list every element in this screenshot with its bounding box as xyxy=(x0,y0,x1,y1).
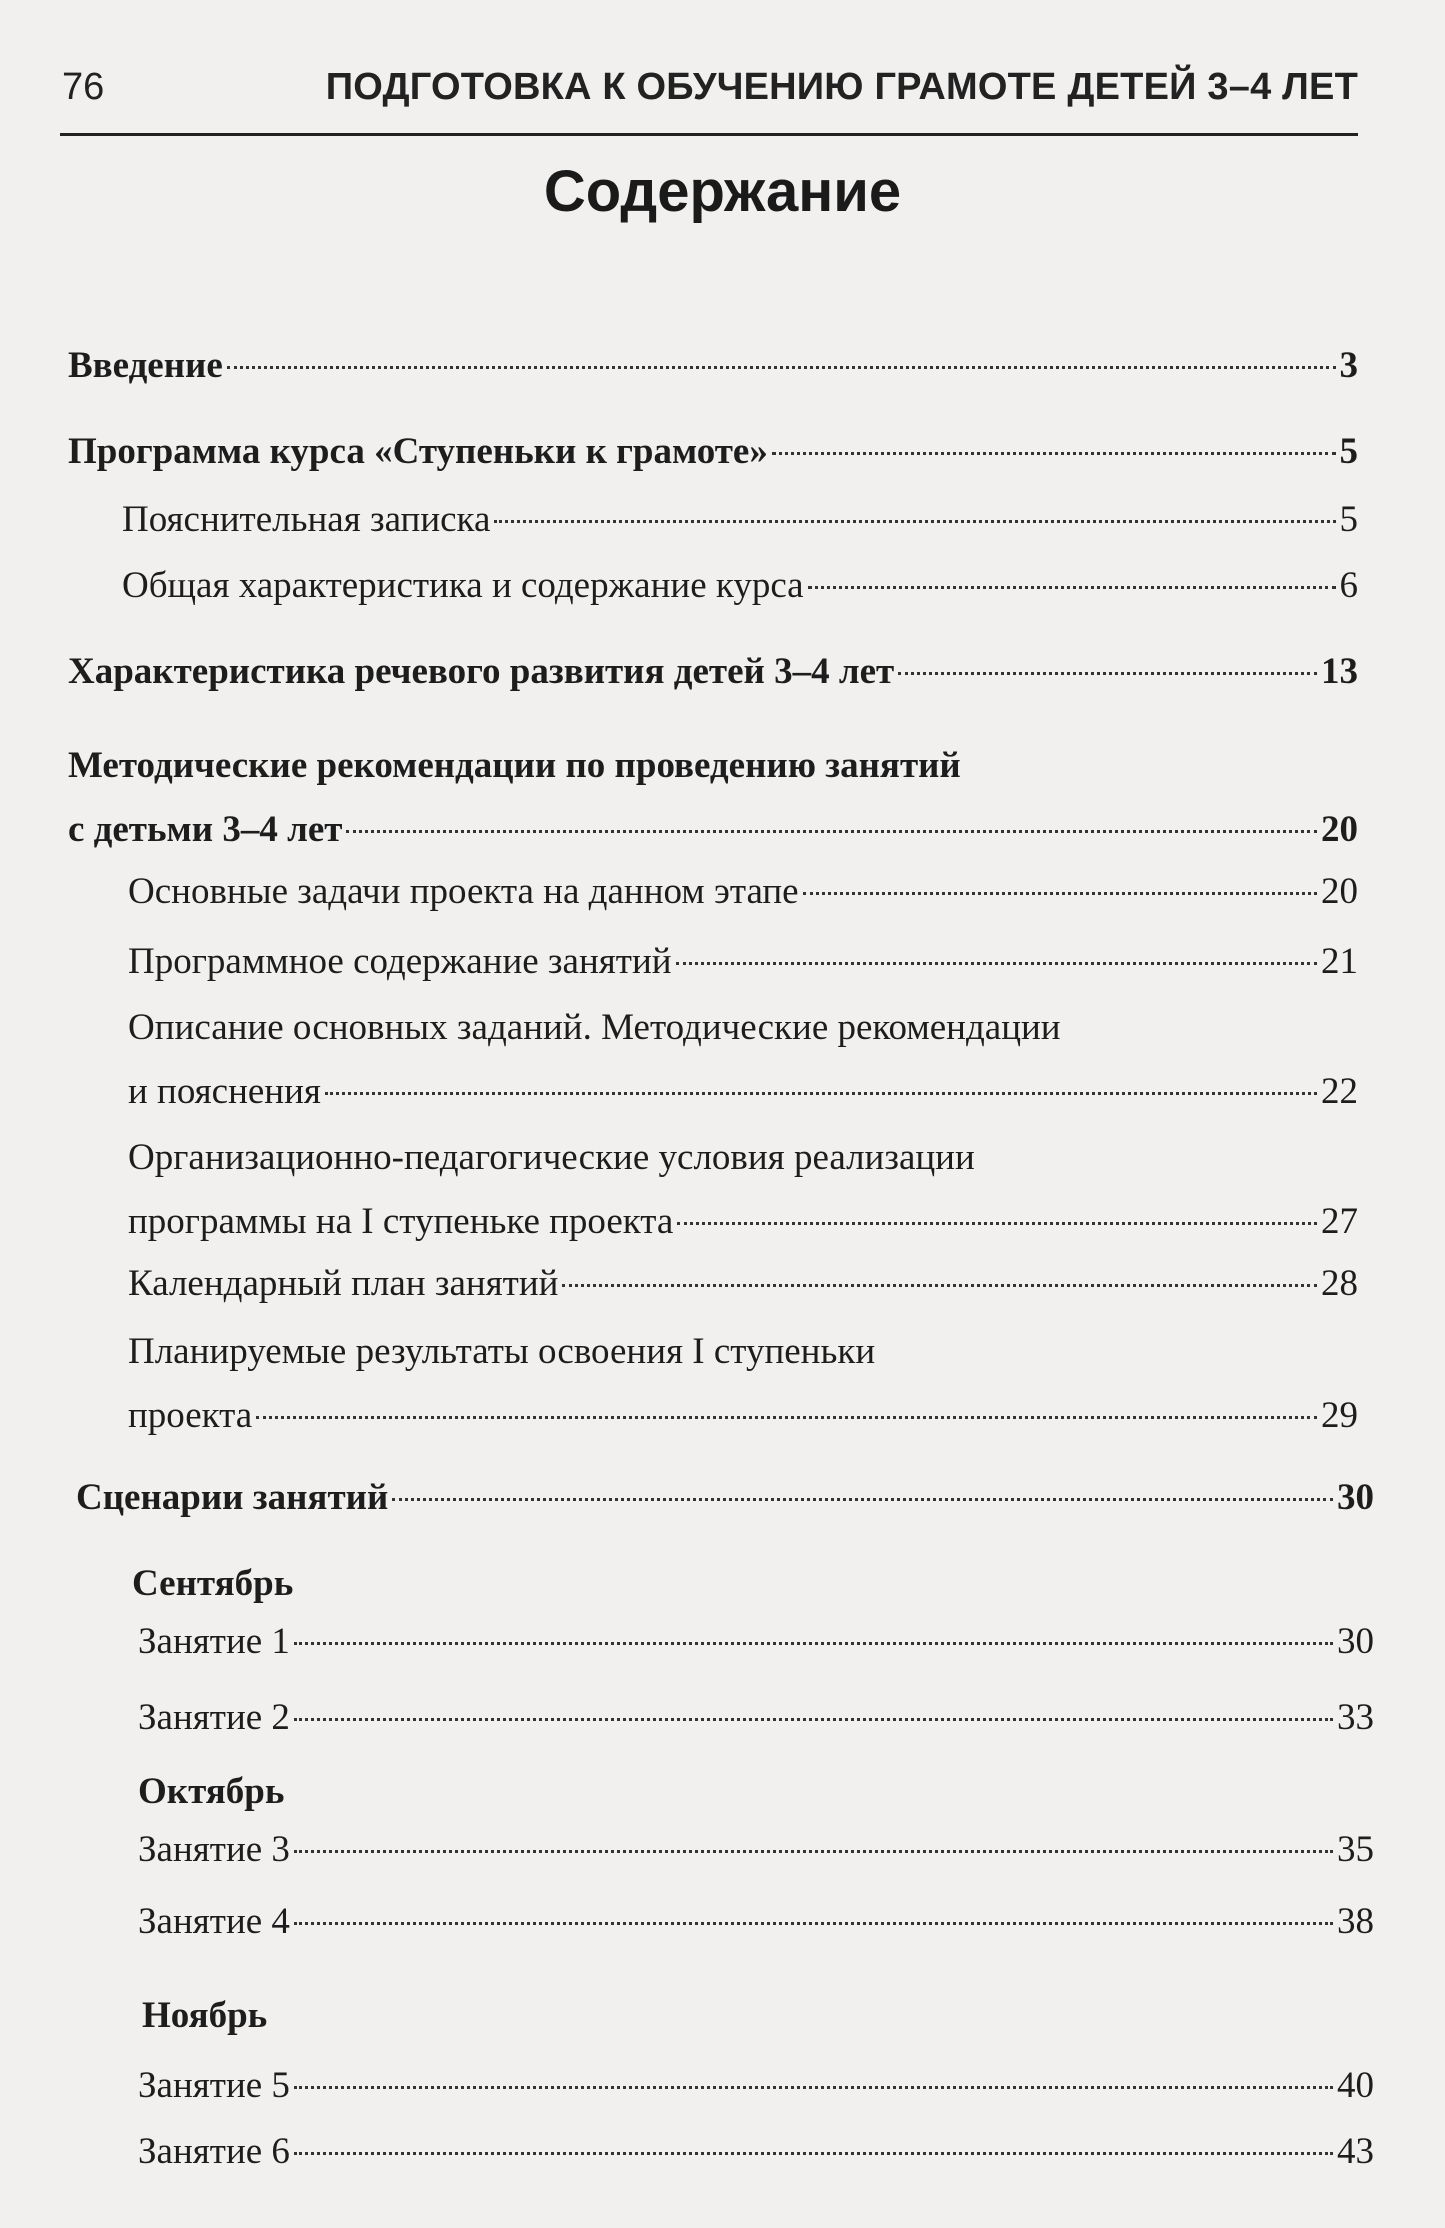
toc-label: Основные задачи проекта на данном этапе xyxy=(128,871,799,912)
dot-leader xyxy=(325,1092,1317,1095)
toc-page: 28 xyxy=(1321,1263,1358,1304)
dot-leader xyxy=(898,672,1317,675)
month-heading-october: Октябрь xyxy=(138,1771,285,1812)
dot-leader xyxy=(676,962,1317,965)
toc-entry-program[interactable] xyxy=(68,420,1358,484)
toc-label-line2: с детьми 3–4 лет xyxy=(68,809,343,850)
dot-leader xyxy=(803,892,1317,895)
toc-entry-intro[interactable] xyxy=(68,334,1358,398)
toc-entry-results[interactable] xyxy=(128,1320,1358,1448)
toc-label: Пояснительная записка xyxy=(122,499,491,540)
toc-label-line2: программы на I ступеньке проекта xyxy=(128,1201,674,1242)
running-header xyxy=(62,66,1358,109)
toc-entry-lesson-1[interactable] xyxy=(138,1610,1374,1674)
dot-leader xyxy=(294,1642,1333,1645)
toc-page: 21 xyxy=(1321,941,1358,982)
toc-entry-content[interactable] xyxy=(128,930,1358,994)
toc-page: 38 xyxy=(1337,1901,1374,1942)
toc-page: 5 xyxy=(1339,499,1358,540)
toc-label: Занятие 2 xyxy=(138,1697,290,1738)
toc-page: 40 xyxy=(1337,2065,1374,2106)
toc-label: Сценарии занятий xyxy=(76,1477,389,1518)
toc-entry-lesson-3[interactable] xyxy=(138,1818,1374,1882)
toc-page: 43 xyxy=(1337,2131,1374,2172)
dot-leader xyxy=(677,1222,1317,1225)
toc-entry-scenarios[interactable] xyxy=(76,1466,1374,1530)
toc-entry-explanatory[interactable] xyxy=(122,488,1358,552)
header-rule xyxy=(60,133,1358,136)
toc-page: 30 xyxy=(1337,1621,1374,1662)
toc-label: Занятие 6 xyxy=(138,2131,290,2172)
toc-entry-lesson-5[interactable] xyxy=(138,2054,1374,2118)
toc-label: Занятие 1 xyxy=(138,1621,290,1662)
toc-label: Занятие 5 xyxy=(138,2065,290,2106)
toc-entry-conditions[interactable] xyxy=(128,1126,1358,1254)
dot-leader xyxy=(808,586,1336,589)
month-heading-november: Ноябрь xyxy=(142,1995,268,2036)
dot-leader xyxy=(562,1284,1317,1287)
toc-label: Характеристика речевого развития детей 3–4 лет xyxy=(68,651,895,692)
toc-page: 27 xyxy=(1321,1201,1358,1242)
toc-label: Календарный план занятий xyxy=(128,1263,559,1304)
dot-leader xyxy=(494,520,1335,523)
toc-page: 30 xyxy=(1337,1477,1374,1518)
toc-entry-lesson-6[interactable] xyxy=(138,2120,1374,2184)
page-title: Содержание xyxy=(543,159,902,224)
toc-page: 22 xyxy=(1321,1071,1358,1112)
toc-page: 3 xyxy=(1339,345,1358,386)
dot-leader xyxy=(346,830,1317,833)
toc-label: Программное содержание занятий xyxy=(128,941,672,982)
toc-page: 29 xyxy=(1321,1395,1358,1436)
toc-label-line1: Организационно-педагогические условия реализации xyxy=(128,1137,975,1178)
toc-entry-general[interactable] xyxy=(122,554,1358,618)
toc-page: 20 xyxy=(1321,809,1358,850)
toc-entry-method[interactable] xyxy=(68,734,1358,862)
dot-leader xyxy=(294,2086,1333,2089)
dot-leader xyxy=(772,452,1336,455)
toc-page: 13 xyxy=(1321,651,1358,692)
dot-leader xyxy=(294,2152,1333,2155)
toc-label-line1: Планируемые результаты освоения I ступеньки xyxy=(128,1331,876,1372)
dot-leader xyxy=(392,1498,1333,1501)
toc-label-line2: проекта xyxy=(128,1395,253,1436)
toc-page: 20 xyxy=(1321,871,1358,912)
toc-page: 35 xyxy=(1337,1829,1374,1870)
toc-entry-speech[interactable] xyxy=(68,640,1358,704)
toc-label-line1: Методические рекомендации по проведению занятий xyxy=(68,745,961,786)
toc-label: Введение xyxy=(68,345,223,386)
page-number: 76 xyxy=(62,66,105,108)
toc-label-line1: Описание основных заданий. Методические рекомендации xyxy=(128,1007,1061,1048)
toc-page: 5 xyxy=(1339,431,1358,472)
dot-leader xyxy=(294,1718,1333,1721)
toc-entry-lesson-4[interactable] xyxy=(138,1890,1374,1954)
toc-label: Программа курса «Ступеньки к грамоте» xyxy=(68,431,768,472)
dot-leader xyxy=(227,366,1336,369)
toc-page: 6 xyxy=(1339,565,1358,606)
toc-entry-tasks[interactable] xyxy=(128,860,1358,924)
running-title: ПОДГОТОВКА К ОБУЧЕНИЮ ГРАМОТЕ ДЕТЕЙ 3–4 ЛЕТ xyxy=(325,66,1358,108)
toc-entry-calendar[interactable] xyxy=(128,1252,1358,1316)
dot-leader xyxy=(256,1416,1317,1419)
toc-label-line2: и пояснения xyxy=(128,1071,321,1112)
toc-label: Занятие 4 xyxy=(138,1901,290,1942)
toc-page: 33 xyxy=(1337,1697,1374,1738)
dot-leader xyxy=(294,1922,1333,1925)
toc-label: Общая характеристика и содержание курса xyxy=(122,565,804,606)
toc-label: Занятие 3 xyxy=(138,1829,290,1870)
dot-leader xyxy=(294,1850,1333,1853)
toc-entry-lesson-2[interactable] xyxy=(138,1686,1374,1750)
toc-entry-description[interactable] xyxy=(128,996,1358,1124)
month-heading-september: Сентябрь xyxy=(132,1563,294,1604)
